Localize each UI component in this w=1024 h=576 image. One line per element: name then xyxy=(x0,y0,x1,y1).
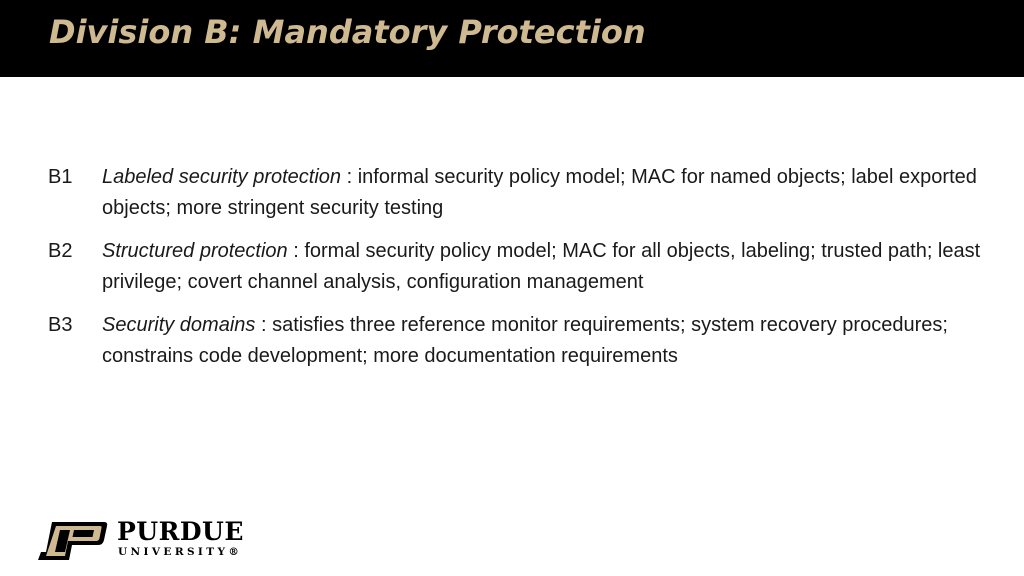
item-code: B2 xyxy=(48,240,73,262)
purdue-motion-p-icon xyxy=(38,522,108,560)
logo-subtitle: UNIVERSITY® xyxy=(118,546,243,558)
item-term: Labeled security protection xyxy=(102,166,342,188)
item-description: : formal security policy model; MAC for all objects, labeling; trusted path; least privilege; covert channel analysis, configuration management xyxy=(102,240,981,293)
logo-wordmark: PURDUE xyxy=(117,517,244,546)
item-code: B3 xyxy=(48,314,73,336)
item-description: : informal security policy model; MAC for named objects; label exported objects; more stringent security testing xyxy=(102,166,977,219)
title-bar xyxy=(0,0,1024,77)
item-list xyxy=(48,162,988,384)
item-description: : satisfies three reference monitor requirements; system recovery procedures; constrains code development; more documentation requirements xyxy=(102,314,948,367)
item-code: B1 xyxy=(48,166,73,188)
item-term: Security domains xyxy=(102,314,256,336)
purdue-logo xyxy=(38,519,258,561)
list-item xyxy=(48,236,988,298)
slide-title: Division B: Mandatory Protection xyxy=(49,13,646,51)
item-term: Structured protection xyxy=(102,240,288,262)
list-item xyxy=(48,162,988,224)
list-item xyxy=(48,310,988,372)
